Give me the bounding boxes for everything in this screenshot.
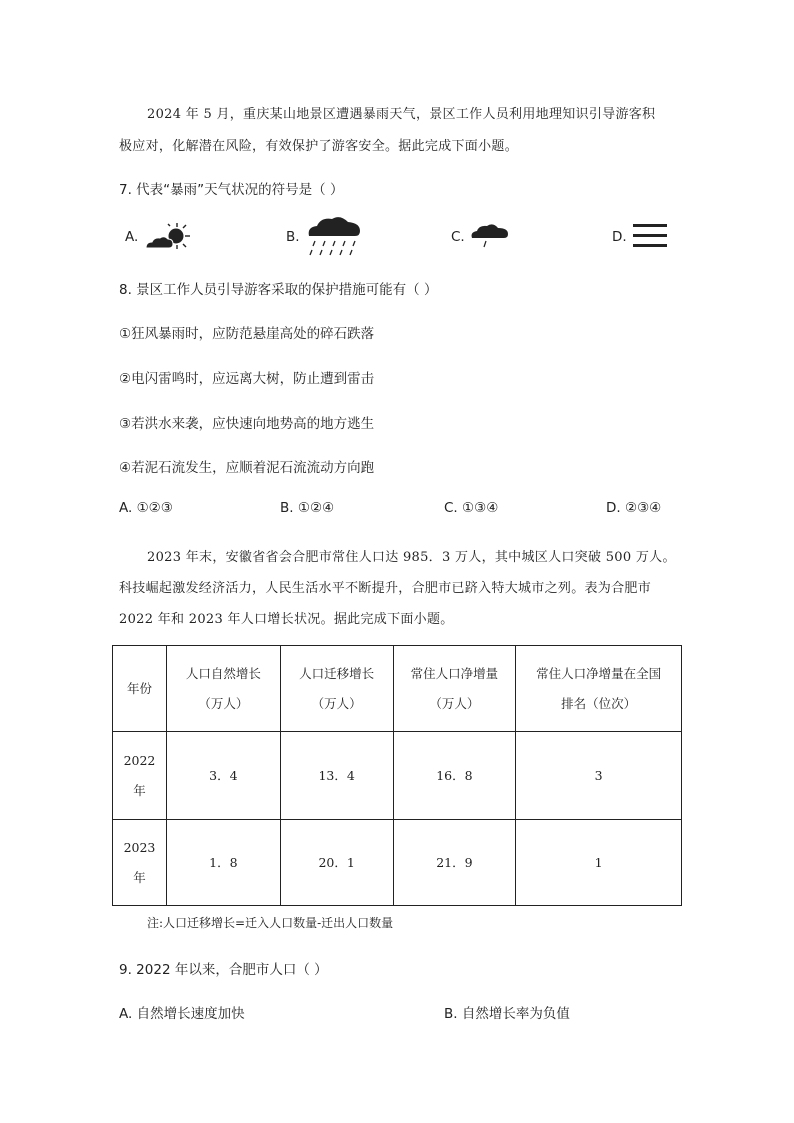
table-cell: 3 xyxy=(516,732,682,820)
table-header-cell: 常住人口净增量 （万人） xyxy=(393,646,516,732)
table-cell-year: 2023 年 xyxy=(113,820,167,906)
q7-option-c-label[interactable]: C. xyxy=(451,229,465,245)
sun-cloud-icon xyxy=(144,221,194,251)
table-cell-year: 2022 年 xyxy=(113,732,167,820)
q9-option-b[interactable]: B. 自然增长率为负值 xyxy=(444,1006,570,1022)
table-cell: 13．4 xyxy=(280,732,393,820)
q8-option-d[interactable]: D. ②③④ xyxy=(606,500,662,516)
q8-statement-4: ④若泥石流发生，应顺着泥石流流动方向跑 xyxy=(119,460,375,476)
table-header-cell: 人口自然增长 （万人） xyxy=(166,646,280,732)
intro2-line3: 2022 年和 2023 年人口增长状况。据此完成下面小题。 xyxy=(119,612,454,627)
intro1-line1: 2024 年 5 月，重庆某山地景区遭遇暴雨天气，景区工作人员利用地理知识引导游客积 xyxy=(147,107,656,122)
q9-stem: 9. 2022 年以来，合肥市人口（ ） xyxy=(119,962,328,978)
q8-option-c[interactable]: C. ①③④ xyxy=(444,500,499,516)
q8-statement-3: ③若洪水来袭，应快速向地势高的地方逃生 xyxy=(119,416,375,432)
q8-option-a[interactable]: A. ①②③ xyxy=(119,500,173,516)
q7-option-b-label[interactable]: B. xyxy=(286,229,300,245)
table-cell: 1．8 xyxy=(166,820,280,906)
q7-option-d-label[interactable]: D. xyxy=(612,229,627,245)
table-header-cell: 人口迁移增长 （万人） xyxy=(280,646,393,732)
table-row xyxy=(113,820,682,906)
q8-stem: 8. 景区工作人员引导游客采取的保护措施可能有（ ） xyxy=(119,282,438,298)
table-note: 注:人口迁移增长=迁入人口数量-迁出人口数量 xyxy=(147,916,394,930)
intro1-line2: 极应对，化解潜在风险，有效保护了游客安全。据此完成下面小题。 xyxy=(119,139,519,154)
intro2-line1: 2023 年末，安徽省省会合肥市常住人口达 985．3 万人，其中城区人口突破 500 万人。 xyxy=(147,550,676,565)
fog-icon xyxy=(632,223,668,249)
table-cell: 20．1 xyxy=(280,820,393,906)
q8-statement-1: ①狂风暴雨时，应防范悬崖高处的碎石跌落 xyxy=(119,326,375,342)
table-cell: 3．4 xyxy=(166,732,280,820)
q7-option-a-label[interactable]: A. xyxy=(125,229,139,245)
table-cell: 16．8 xyxy=(393,732,516,820)
population-table xyxy=(112,645,682,906)
table-header-row xyxy=(113,646,682,732)
table-row xyxy=(113,732,682,820)
q7-stem: 7. 代表“暴雨”天气状况的符号是（ ） xyxy=(119,182,344,198)
intro2-line2: 科技崛起激发经济活力，人民生活水平不断提升，合肥市已跻入特大城市之列。表为合肥市 xyxy=(119,581,652,596)
table-header-cell: 年份 xyxy=(113,646,167,732)
table-cell: 1 xyxy=(516,820,682,906)
light-rain-icon xyxy=(469,222,511,250)
q9-option-a[interactable]: A. 自然增长速度加快 xyxy=(119,1006,245,1022)
heavy-rain-icon xyxy=(305,214,363,258)
q8-option-b[interactable]: B. ①②④ xyxy=(280,500,335,516)
q8-statement-2: ②电闪雷鸣时，应远离大树，防止遭到雷击 xyxy=(119,371,375,387)
table-header-cell: 常住人口净增量在全国 排名（位次） xyxy=(516,646,682,732)
table-cell: 21．9 xyxy=(393,820,516,906)
